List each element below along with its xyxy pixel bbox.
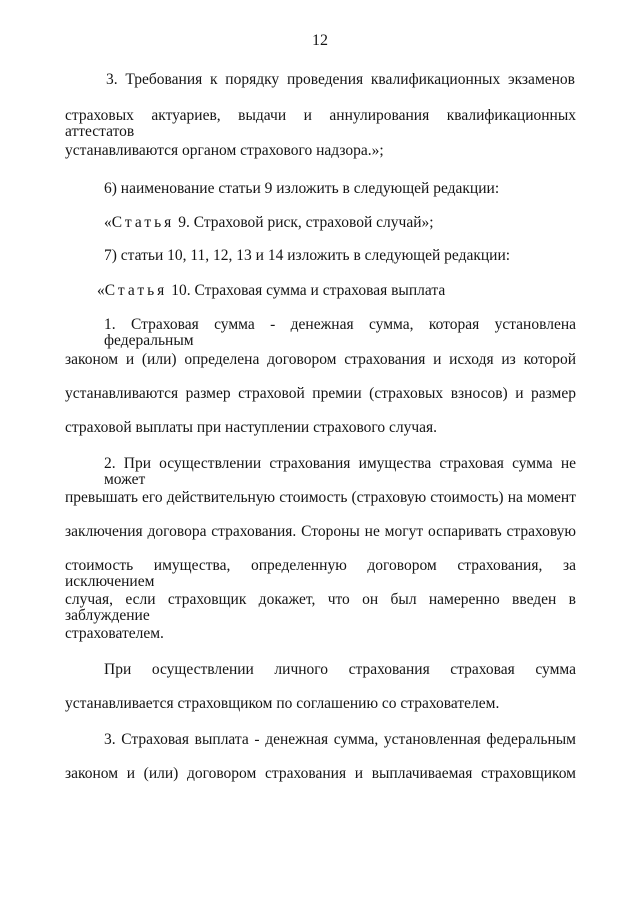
paragraph-line: страхователем. [65,625,164,642]
paragraph-line: 2. При осуществлении страхования имущества страховая сумма не может [104,455,576,488]
paragraph-line: устанавливаются органом страхового надзора.»; [65,142,384,159]
paragraph-line: устанавливаются размер страховой премии (страховых взносов) и размер [65,385,576,402]
paragraph-line: заключения договора страхования. Стороны не могут оспаривать страховую [65,523,576,540]
paragraph-line: страховых актуариев, выдачи и аннулирования квалификационных аттестатов [65,107,576,140]
paragraph-line: устанавливается страховщиком по соглашению со страхователем. [65,695,500,712]
paragraph-line: 1. Страховая сумма - денежная сумма, которая установлена федеральным [104,316,576,349]
paragraph-line: случая, если страховщик докажет, что он был намеренно введен в заблуждение [65,591,576,624]
amendment-item: 6) наименование статьи 9 изложить в следующей редакции: [104,180,500,197]
article-title: 10. Страховая сумма и страховая выплата [167,282,446,299]
article-word: Статья [104,282,168,299]
page-number: 12 [312,32,328,49]
paragraph-line: страховой выплаты при наступлении страхового случая. [65,419,438,436]
paragraph-line: При осуществлении личного страхования страховая сумма [104,661,576,678]
quote-mark: « [97,282,105,299]
paragraph-line: законом и (или) определена договором страхования и исходя из которой [65,351,576,368]
article-heading [97,283,445,299]
amendment-item: 7) статьи 10, 11, 12, 13 и 14 изложить в следующей редакции: [104,247,511,264]
article-title: 9. Страховой риск, страховой случай»; [174,214,434,231]
article-word: Статья [111,214,175,231]
paragraph-line: стоимость имущества, определенную договором страхования, за исключением [65,557,576,590]
paragraph-line: превышать его действительную стоимость (страховую стоимость) на момент [65,489,576,506]
paragraph-line: законом и (или) договором страхования и выплачиваемая страховщиком [65,765,576,782]
article-heading [104,215,434,231]
paragraph-line: 3. Страховая выплата - денежная сумма, установленная федеральным [104,731,576,748]
quote-mark: « [104,214,112,231]
paragraph-line: 3. Требования к порядку проведения квалификационных экзаменов [106,71,575,88]
